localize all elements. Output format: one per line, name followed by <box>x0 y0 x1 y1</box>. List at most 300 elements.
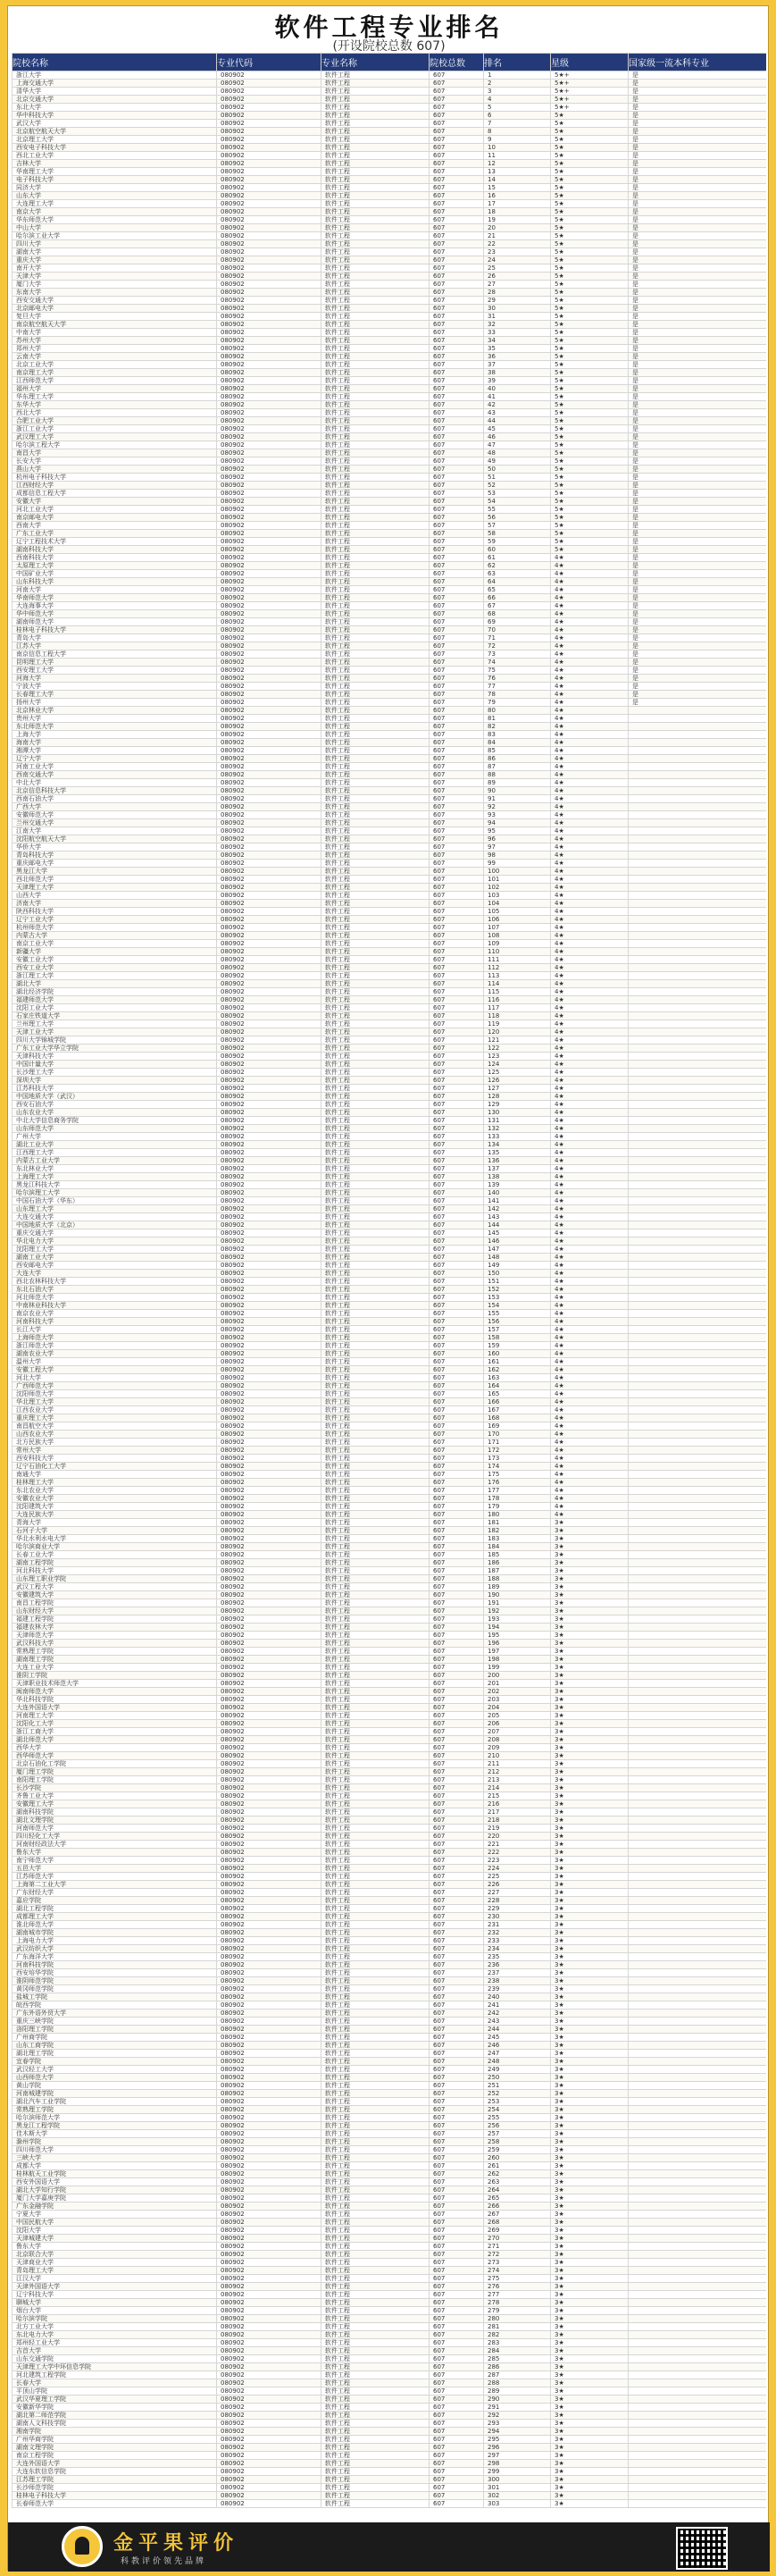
cell-rank: 211 <box>484 1760 551 1768</box>
cell-total: 607 <box>430 811 484 819</box>
cell-rank: 12 <box>484 160 551 168</box>
table-row <box>13 819 767 827</box>
cell-major-code: 080902 <box>217 1857 321 1865</box>
cell-rank: 133 <box>484 1133 551 1141</box>
cell-major-code: 080902 <box>217 1889 321 1897</box>
cell-major-name: 软件工程 <box>321 401 430 409</box>
cell-major-name: 软件工程 <box>321 1487 430 1495</box>
cell-national-first-class <box>629 1712 767 1720</box>
cell-star-level: 3★ <box>551 2363 629 2371</box>
cell-national-first-class: 是 <box>629 248 767 256</box>
table-row <box>13 1181 767 1189</box>
cell-national-first-class <box>629 884 767 892</box>
cell-rank: 255 <box>484 2114 551 2122</box>
cell-national-first-class <box>629 1117 767 1125</box>
cell-rank: 35 <box>484 345 551 353</box>
cell-national-first-class: 是 <box>629 96 767 104</box>
cell-major-code: 080902 <box>217 843 321 852</box>
cell-total: 607 <box>430 1414 484 1422</box>
cell-major-code: 080902 <box>217 1543 321 1551</box>
cell-major-name: 软件工程 <box>321 1857 430 1865</box>
cell-rank: 187 <box>484 1567 551 1575</box>
table-row <box>13 956 767 964</box>
cell-rank: 261 <box>484 2162 551 2170</box>
cell-school: 江南大学 <box>13 827 217 835</box>
cell-star-level: 5★+ <box>551 71 629 80</box>
cell-major-code: 080902 <box>217 1985 321 1993</box>
cell-school: 湖南农业大学 <box>13 1350 217 1358</box>
cell-star-level: 4★ <box>551 988 629 996</box>
table-row <box>13 2082 767 2090</box>
cell-major-name: 软件工程 <box>321 530 430 538</box>
cell-major-name: 软件工程 <box>321 1270 430 1278</box>
cell-total: 607 <box>430 634 484 642</box>
cell-major-code: 080902 <box>217 2396 321 2404</box>
cell-star-level: 3★ <box>551 1817 629 1825</box>
cell-major-name: 软件工程 <box>321 562 430 570</box>
cell-total: 607 <box>430 2323 484 2331</box>
table-row <box>13 176 767 184</box>
cell-major-code: 080902 <box>217 2243 321 2251</box>
cell-national-first-class <box>629 803 767 811</box>
cell-school: 南昌工程学院 <box>13 1599 217 1607</box>
cell-rank: 108 <box>484 932 551 940</box>
cell-school: 大连民族大学 <box>13 1511 217 1519</box>
cell-rank: 243 <box>484 2018 551 2026</box>
cell-rank: 21 <box>484 232 551 240</box>
cell-total: 607 <box>430 916 484 924</box>
cell-national-first-class: 是 <box>629 490 767 498</box>
cell-major-code: 080902 <box>217 2082 321 2090</box>
cell-star-level: 4★ <box>551 1061 629 1069</box>
cell-school: 浙江工业大学 <box>13 425 217 433</box>
cell-school: 四川大学锦城学院 <box>13 1036 217 1045</box>
cell-total: 607 <box>430 1406 484 1414</box>
cell-school: 淮阴工学院 <box>13 1672 217 1680</box>
cell-rank: 195 <box>484 1632 551 1640</box>
cell-major-code: 080902 <box>217 924 321 932</box>
cell-rank: 268 <box>484 2219 551 2227</box>
cell-national-first-class <box>629 1953 767 1961</box>
cell-national-first-class <box>629 1053 767 1061</box>
cell-star-level: 4★ <box>551 1149 629 1157</box>
cell-rank: 177 <box>484 1487 551 1495</box>
table-row <box>13 457 767 466</box>
cell-school: 武汉大学 <box>13 120 217 128</box>
cell-rank: 226 <box>484 1881 551 1889</box>
cell-school: 北京联合大学 <box>13 2251 217 2259</box>
cell-rank: 197 <box>484 1648 551 1656</box>
cell-total: 607 <box>430 1857 484 1865</box>
cell-rank: 153 <box>484 1294 551 1302</box>
cell-school: 沈阳航空航天大学 <box>13 835 217 843</box>
cell-school: 南京航空航天大学 <box>13 321 217 329</box>
cell-total: 607 <box>430 1720 484 1728</box>
cell-total: 607 <box>430 2203 484 2211</box>
cell-total: 607 <box>430 1463 484 1471</box>
cell-major-code: 080902 <box>217 1881 321 1889</box>
cell-rank: 142 <box>484 1205 551 1213</box>
cell-major-code: 080902 <box>217 120 321 128</box>
cell-rank: 251 <box>484 2082 551 2090</box>
cell-total: 607 <box>430 715 484 723</box>
table-row <box>13 1302 767 1310</box>
table-row <box>13 1125 767 1133</box>
cell-national-first-class <box>629 1607 767 1615</box>
cell-major-code: 080902 <box>217 104 321 112</box>
cell-total: 607 <box>430 2186 484 2194</box>
cell-national-first-class <box>629 860 767 868</box>
cell-major-name: 软件工程 <box>321 1664 430 1672</box>
cell-total: 607 <box>430 819 484 827</box>
cell-rank: 14 <box>484 176 551 184</box>
cell-star-level: 3★ <box>551 2468 629 2476</box>
cell-school: 安徽师范大学 <box>13 811 217 819</box>
cell-major-name: 软件工程 <box>321 2146 430 2154</box>
cell-national-first-class: 是 <box>629 289 767 297</box>
cell-star-level: 5★ <box>551 232 629 240</box>
cell-total: 607 <box>430 1656 484 1664</box>
cell-national-first-class: 是 <box>629 273 767 281</box>
cell-rank: 221 <box>484 1841 551 1849</box>
cell-star-level: 3★ <box>551 2018 629 2026</box>
cell-star-level: 5★ <box>551 474 629 482</box>
cell-rank: 216 <box>484 1800 551 1808</box>
table-row <box>13 1133 767 1141</box>
cell-total: 607 <box>430 1712 484 1720</box>
cell-national-first-class <box>629 1977 767 1985</box>
cell-major-name: 软件工程 <box>321 586 430 594</box>
cell-star-level: 4★ <box>551 1479 629 1487</box>
cell-rank: 11 <box>484 152 551 160</box>
cell-star-level: 3★ <box>551 2186 629 2194</box>
table-row <box>13 2371 767 2379</box>
cell-major-code: 080902 <box>217 956 321 964</box>
table-row <box>13 393 767 401</box>
table-row <box>13 264 767 273</box>
column-header-school: 院校名称 <box>13 54 217 71</box>
cell-star-level: 3★ <box>551 1656 629 1664</box>
cell-major-name: 软件工程 <box>321 1648 430 1656</box>
cell-rank: 22 <box>484 240 551 248</box>
cell-major-code: 080902 <box>217 803 321 811</box>
cell-rank: 176 <box>484 1479 551 1487</box>
cell-total: 607 <box>430 152 484 160</box>
cell-total: 607 <box>430 2227 484 2235</box>
cell-major-code: 080902 <box>217 2186 321 2194</box>
cell-national-first-class <box>629 1286 767 1294</box>
cell-total: 607 <box>430 908 484 916</box>
cell-rank: 19 <box>484 216 551 224</box>
cell-major-name: 软件工程 <box>321 2275 430 2283</box>
cell-major-name: 软件工程 <box>321 152 430 160</box>
cell-total: 607 <box>430 184 484 192</box>
cell-total: 607 <box>430 2098 484 2106</box>
cell-rank: 93 <box>484 811 551 819</box>
cell-school: 武汉华夏理工学院 <box>13 2396 217 2404</box>
cell-total: 607 <box>430 433 484 441</box>
cell-school: 河南工业大学 <box>13 763 217 771</box>
cell-major-code: 080902 <box>217 1262 321 1270</box>
cell-rank: 208 <box>484 1736 551 1744</box>
cell-major-name: 软件工程 <box>321 1873 430 1881</box>
table-row <box>13 860 767 868</box>
cell-major-name: 软件工程 <box>321 1776 430 1784</box>
cell-major-code: 080902 <box>217 602 321 610</box>
cell-national-first-class <box>629 980 767 988</box>
table-row <box>13 2500 767 2508</box>
cell-major-name: 软件工程 <box>321 1961 430 1969</box>
cell-major-code: 080902 <box>217 1873 321 1881</box>
table-row <box>13 385 767 393</box>
cell-total: 607 <box>430 385 484 393</box>
cell-national-first-class <box>629 1696 767 1704</box>
cell-star-level: 4★ <box>551 691 629 699</box>
table-row <box>13 924 767 932</box>
cell-national-first-class: 是 <box>629 393 767 401</box>
cell-rank: 297 <box>484 2452 551 2460</box>
cell-school: 聊城大学 <box>13 2299 217 2307</box>
cell-rank: 13 <box>484 168 551 176</box>
cell-star-level: 4★ <box>551 1431 629 1439</box>
cell-national-first-class <box>629 819 767 827</box>
cell-star-level: 5★ <box>551 457 629 466</box>
cell-school: 东北林业大学 <box>13 1165 217 1173</box>
cell-school: 东北大学 <box>13 104 217 112</box>
cell-school: 五邑大学 <box>13 1865 217 1873</box>
cell-school: 沈阳师范大学 <box>13 1390 217 1398</box>
cell-rank: 204 <box>484 1704 551 1712</box>
table-row <box>13 618 767 626</box>
cell-star-level: 3★ <box>551 2331 629 2339</box>
cell-school: 河南城建学院 <box>13 2090 217 2098</box>
cell-major-name: 软件工程 <box>321 361 430 369</box>
table-row <box>13 2452 767 2460</box>
cell-star-level: 5★ <box>551 192 629 200</box>
cell-rank: 246 <box>484 2042 551 2050</box>
cell-major-code: 080902 <box>217 787 321 795</box>
table-row <box>13 2275 767 2283</box>
table-row <box>13 466 767 474</box>
table-row <box>13 417 767 425</box>
cell-major-code: 080902 <box>217 1109 321 1117</box>
cell-school: 西安邮电大学 <box>13 1262 217 1270</box>
table-row <box>13 232 767 240</box>
cell-major-code: 080902 <box>217 1969 321 1977</box>
table-row <box>13 723 767 731</box>
cell-school: 华侨大学 <box>13 843 217 852</box>
cell-school: 辽宁工程技术大学 <box>13 538 217 546</box>
cell-major-code: 080902 <box>217 256 321 264</box>
cell-national-first-class <box>629 1921 767 1929</box>
cell-star-level: 3★ <box>551 1913 629 1921</box>
cell-total: 607 <box>430 1390 484 1398</box>
cell-total: 607 <box>430 2074 484 2082</box>
cell-star-level: 4★ <box>551 1221 629 1229</box>
cell-rank: 219 <box>484 1825 551 1833</box>
cell-major-code: 080902 <box>217 1495 321 1503</box>
cell-major-name: 软件工程 <box>321 474 430 482</box>
cell-star-level: 4★ <box>551 1455 629 1463</box>
cell-major-code: 080902 <box>217 916 321 924</box>
cell-major-code: 080902 <box>217 1784 321 1792</box>
cell-national-first-class <box>629 2066 767 2074</box>
table-row <box>13 2379 767 2387</box>
cell-rank: 128 <box>484 1093 551 1101</box>
cell-major-name: 软件工程 <box>321 168 430 176</box>
cell-national-first-class <box>629 1736 767 1744</box>
cell-national-first-class <box>629 1664 767 1672</box>
cell-rank: 222 <box>484 1849 551 1857</box>
cell-rank: 224 <box>484 1865 551 1873</box>
page-title: 软件工程专业排名 <box>274 13 504 42</box>
cell-school: 沈阳建筑大学 <box>13 1503 217 1511</box>
cell-major-name: 软件工程 <box>321 305 430 313</box>
cell-rank: 165 <box>484 1390 551 1398</box>
cell-rank: 267 <box>484 2211 551 2219</box>
cell-star-level: 3★ <box>551 2259 629 2267</box>
cell-rank: 78 <box>484 691 551 699</box>
cell-total: 607 <box>430 80 484 88</box>
table-row <box>13 1004 767 1012</box>
table-row <box>13 1873 767 1881</box>
cell-major-name: 软件工程 <box>321 240 430 248</box>
ranking-table-container[interactable] <box>12 53 766 2510</box>
cell-national-first-class <box>629 1366 767 1374</box>
cell-school: 合肥工业大学 <box>13 417 217 425</box>
cell-major-code: 080902 <box>217 1961 321 1969</box>
cell-major-code: 080902 <box>217 329 321 337</box>
cell-rank: 291 <box>484 2404 551 2412</box>
table-row <box>13 1422 767 1431</box>
cell-national-first-class <box>629 1776 767 1784</box>
table-row <box>13 2170 767 2178</box>
cell-total: 607 <box>430 1599 484 1607</box>
cell-major-code: 080902 <box>217 361 321 369</box>
cell-rank: 136 <box>484 1157 551 1165</box>
cell-national-first-class <box>629 892 767 900</box>
cell-rank: 184 <box>484 1543 551 1551</box>
cell-rank: 96 <box>484 835 551 843</box>
cell-school: 重庆邮电大学 <box>13 860 217 868</box>
cell-rank: 200 <box>484 1672 551 1680</box>
table-row <box>13 988 767 996</box>
cell-rank: 57 <box>484 522 551 530</box>
cell-rank: 110 <box>484 948 551 956</box>
cell-rank: 62 <box>484 562 551 570</box>
cell-major-name: 软件工程 <box>321 1624 430 1632</box>
cell-national-first-class <box>629 2500 767 2508</box>
cell-major-name: 软件工程 <box>321 2122 430 2130</box>
cell-rank: 191 <box>484 1599 551 1607</box>
cell-star-level: 5★ <box>551 482 629 490</box>
cell-national-first-class <box>629 1318 767 1326</box>
cell-major-code: 080902 <box>217 964 321 972</box>
cell-school: 上海第二工业大学 <box>13 1881 217 1889</box>
cell-major-code: 080902 <box>217 353 321 361</box>
cell-national-first-class <box>629 1615 767 1624</box>
cell-national-first-class <box>629 2050 767 2058</box>
cell-school: 江苏大学 <box>13 642 217 650</box>
cell-major-name: 软件工程 <box>321 409 430 417</box>
cell-major-name: 软件工程 <box>321 659 430 667</box>
cell-major-code: 080902 <box>217 88 321 96</box>
cell-major-code: 080902 <box>217 1294 321 1302</box>
cell-national-first-class: 是 <box>629 112 767 120</box>
table-row <box>13 1712 767 1720</box>
table-row <box>13 1503 767 1511</box>
cell-total: 607 <box>430 208 484 216</box>
cell-national-first-class <box>629 1310 767 1318</box>
cell-major-name: 软件工程 <box>321 2001 430 2010</box>
cell-major-name: 软件工程 <box>321 353 430 361</box>
cell-rank: 18 <box>484 208 551 216</box>
cell-school: 黑龙江大学 <box>13 868 217 876</box>
cell-total: 607 <box>430 264 484 273</box>
cell-national-first-class <box>629 1455 767 1463</box>
cell-star-level: 5★ <box>551 168 629 176</box>
cell-school: 中北大学信息商务学院 <box>13 1117 217 1125</box>
cell-major-name: 软件工程 <box>321 2420 430 2428</box>
cell-total: 607 <box>430 1382 484 1390</box>
cell-star-level: 4★ <box>551 1302 629 1310</box>
cell-major-code: 080902 <box>217 1455 321 1463</box>
table-row <box>13 634 767 642</box>
cell-total: 607 <box>430 1575 484 1583</box>
cell-school: 南京工业大学 <box>13 940 217 948</box>
table-row <box>13 377 767 385</box>
cell-major-name: 软件工程 <box>321 675 430 683</box>
cell-major-code: 080902 <box>217 1817 321 1825</box>
cell-rank: 188 <box>484 1575 551 1583</box>
cell-major-name: 软件工程 <box>321 570 430 578</box>
table-row <box>13 297 767 305</box>
cell-national-first-class <box>629 1294 767 1302</box>
cell-rank: 89 <box>484 779 551 787</box>
cell-major-name: 软件工程 <box>321 763 430 771</box>
cell-rank: 105 <box>484 908 551 916</box>
table-row <box>13 1680 767 1688</box>
table-row <box>13 1664 767 1672</box>
cell-major-name: 软件工程 <box>321 80 430 88</box>
cell-rank: 206 <box>484 1720 551 1728</box>
cell-total: 607 <box>430 1615 484 1624</box>
cell-national-first-class <box>629 1857 767 1865</box>
cell-school: 华南理工大学 <box>13 168 217 176</box>
cell-national-first-class <box>629 2090 767 2098</box>
table-row <box>13 1326 767 1334</box>
cell-school: 湖北大学 <box>13 980 217 988</box>
cell-major-code: 080902 <box>217 1334 321 1342</box>
cell-national-first-class: 是 <box>629 240 767 248</box>
cell-total: 607 <box>430 1551 484 1559</box>
cell-rank: 253 <box>484 2098 551 2106</box>
cell-major-code: 080902 <box>217 2379 321 2387</box>
cell-rank: 141 <box>484 1197 551 1205</box>
cell-major-code: 080902 <box>217 96 321 104</box>
cell-school: 江西师范大学 <box>13 377 217 385</box>
cell-major-code: 080902 <box>217 393 321 401</box>
cell-major-name: 软件工程 <box>321 1921 430 1929</box>
cell-star-level: 3★ <box>551 1680 629 1688</box>
cell-major-code: 080902 <box>217 2436 321 2444</box>
cell-school: 燕山大学 <box>13 466 217 474</box>
table-row <box>13 1511 767 1519</box>
cell-national-first-class <box>629 1519 767 1527</box>
cell-total: 607 <box>430 530 484 538</box>
cell-major-name: 软件工程 <box>321 2090 430 2098</box>
cell-national-first-class <box>629 1640 767 1648</box>
